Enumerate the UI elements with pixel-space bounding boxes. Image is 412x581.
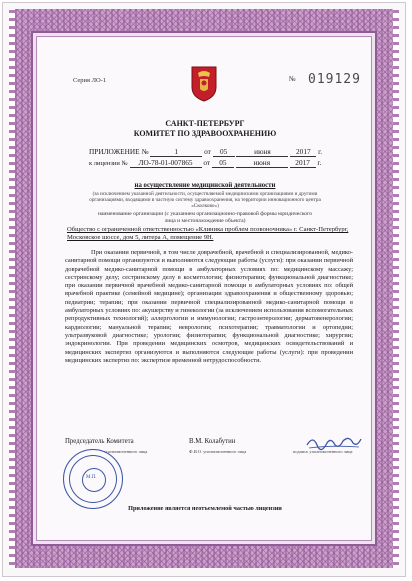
signer-name: В.М. Колабутин: [189, 438, 236, 445]
series-label: Серия ЛО-1: [73, 77, 107, 84]
license-number: ЛО-78-01-007865: [130, 158, 202, 168]
serial-number: 019129: [308, 72, 361, 87]
appendix-day: 05: [213, 147, 235, 157]
signature-icon: [303, 433, 363, 453]
license-month: июня: [236, 158, 288, 168]
appendix-month: июня: [236, 147, 288, 157]
organization-name: Общество с ограниченной ответственностью «Клиника проблем позвоночника» г. Санкт-Петербург, Московское шоссе, дом 5, литера А, помещение 9Н.: [67, 226, 349, 241]
issuer-committee: КОМИТЕТ ПО ЗДРАВООХРАНЕНИЮ: [133, 129, 277, 138]
stamp-mp: М.П.: [86, 475, 97, 480]
activity-note: (за исключением указанной деятельности, осуществляемой медицинскими организациями и другими организациями, входящими в частную систему здравоохранения, на территории инновационного центра «Сколково»): [89, 191, 321, 209]
org-caption: наименование организации (с указанием организационно-правовой формы юридического лица и местонахождение объекта): [97, 211, 313, 224]
caption-sign: подпись уполномоченного лица: [293, 449, 353, 454]
appendix-year: 2017: [290, 147, 316, 157]
activity-line: на осуществление медицинской деятельности: [134, 182, 276, 189]
coat-of-arms-icon: [188, 63, 220, 103]
number-sign: №: [289, 75, 296, 83]
issuer-city: САНКТ-ПЕТЕРБУРГ: [165, 119, 245, 128]
license-row: к лицензии № ЛО-78-01-007865 от 05 июня 2017 г.: [89, 158, 322, 167]
appendix-number: 1: [150, 147, 202, 157]
signer-position: Председатель Комитета: [65, 438, 134, 445]
services-text: При оказании первичной, в том числе доврачебной, врачебной и специализированной, медико-санитарной помощи организуются и выполняются следующие работы (услуги): при оказании первичной доврачебной медико-санитарной помощи в амбулаторных условиях по: медицинскому массажу; сестринскому делу; сестринскому делу в косметологии; физиотерапии; функциональной диагностике; при оказании первичной врачебной медико-санитарной помощи в амбулаторных условиях по: общей врачебной практике (семейной медицине); организации здравоохранения и общественному здоровью; педиатрии; терапии; при оказании первичной специализированной медико-санитарной помощи в амбулаторных условиях по: акушерству и гинекологии (за исключением использования вспомогательных репродуктивных технологий); аллергологии и иммунологии; гастроэнтерологии; дерматовенерологии; кардиологии; мануальной терапии; неврологии; психотерапии; травматологии и ортопедии; ультразвуковой диагностике; урологии; физиотерапии; функциональной диагностике; хирургии; эндокринологии. При проведении медицинских осмотров, медицинских освидетельствований и медицинских экспертиз организуются и выполняются следующие работы (услуги): при проведении медицинских экспертиз по: экспертизе временной нетрудоспособности.: [65, 249, 353, 364]
caption-name: Ф.И.О. уполномоченного лица: [189, 449, 247, 454]
footer-note: Приложение является неотъемлемой частью лицензии: [128, 505, 282, 512]
license-day: 05: [212, 158, 234, 168]
caption-position: должность уполномоченного лица: [83, 449, 148, 454]
appendix-row: ПРИЛОЖЕНИЕ № 1 от 05 июня 2017 г.: [89, 147, 323, 156]
license-appendix-sheet: [2, 2, 406, 577]
license-year: 2017: [290, 158, 316, 168]
